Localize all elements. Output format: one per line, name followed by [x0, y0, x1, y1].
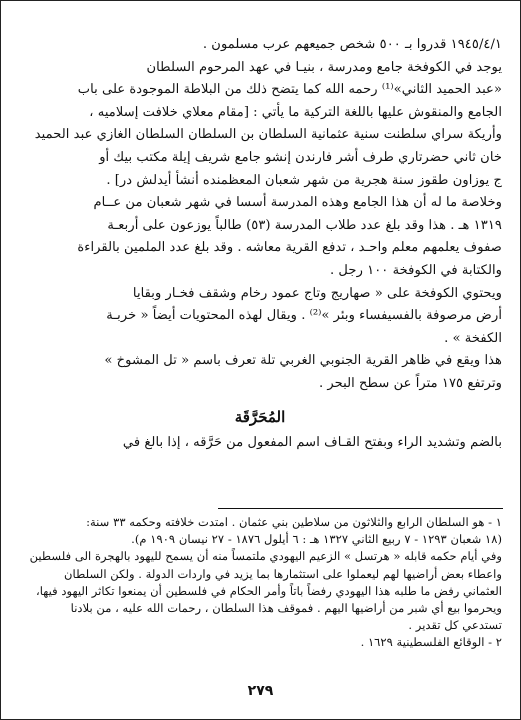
- body-line: ١٣١٩ هـ . هذا وقد بلغ عدد طلاب المدرسة (٥٣) طالباً يوزعون على أربعـة: [107, 217, 502, 233]
- page-number: ٢٧٩: [247, 683, 274, 699]
- footnote-line: ٢ - الوقائع الفلسطينية ١٦٢٩ .: [360, 635, 502, 650]
- body-line: وأريكة سراي سلطنت سنية عثمانية السلطان بن السلطان السلطان الغازي عبد الحميد: [34, 127, 502, 143]
- footnote-line: (١٨ شعبان ١٢٩٣ - ٧ ربيع الثاني ١٣٢٧ هـ : ٦ أيلول ١٨٧٦ - ٢٧ نيسان ١٩٠٩ م).: [131, 532, 502, 547]
- body-line: خان ثاني حضرتاري طرف أشر فارندن إنشو جامع شريف إيلة مكتب بيك أو: [99, 149, 502, 165]
- body-line: ج يوزاون طقوز سنة هجرية من شهر شعبان المعظمنده أنشأ أيدلش در] .: [106, 172, 502, 188]
- body-line: وخلاصة ما له أن هذا الجامع وهذه المدرسة أسسا في شهر شعبان من عــام: [93, 195, 502, 211]
- footnote-line: ١ - هو السلطان الرابع والثلاثون من سلاطين بني عثمان . امتدت خلافته وحكمه ٣٣ سنة:: [86, 515, 502, 529]
- footnote-line: وفي أيام حكمه قابله « هرتسل » الزعيم اليهودي ملتمساً منه أن يسمح لليهود بالهجرة الى فلسطين: [29, 549, 502, 564]
- body-line: صفوف يعلمهم معلم واحـد ، تدفع القرية معاشه . وقد بلغ عدد الملمين بالقراءة: [77, 240, 502, 256]
- body-line: الكفخة » .: [444, 330, 502, 346]
- body-line: هذا ويقع في ظاهر القرية الجنوبي الغربي تلة تعرف باسم « تل المشوخ »: [104, 353, 502, 369]
- body-line: أرض مرصوفة بالفسيفساء وبئر »⁽²⁾ . ويقال لهذه المحتويات أيضاً « خربـة: [106, 308, 502, 324]
- body-line: بالضم وتشديد الراء وبفتح القـاف اسم المفعول من حَرَّقه ، إذا بالغ في: [122, 434, 502, 450]
- body-line: والكتابة في الكوفخة ١٠٠ رجل .: [330, 262, 502, 278]
- footnote-line: ويحرموا بيع أي شبر من أراضيها اليهم . فموقف هذا السلطان ، رحمات الله عليه ، من بلادنا: [70, 601, 502, 616]
- footnote-line: تستدعي كل تقدير .: [408, 618, 502, 633]
- section-heading: المُحَرَّقَة: [234, 407, 286, 426]
- body-line: وترتفع ١٧٥ متراً عن سطح البحر .: [319, 375, 502, 391]
- body-line: الجامع والمنقوش عليها باللغة التركية ما يأتي : [مقام معلاي خلافت إسلاميه ،: [89, 104, 502, 120]
- page-body: [18, 34, 502, 454]
- body-line: «عبد الحميد الثاني»⁽¹⁾ رحمه الله كما يتضح ذلك من البلاطة الموجودة على باب: [77, 82, 502, 98]
- body-line: يوجد في الكوفخة جامع ومدرسة ، بنيـا في عهد المرحوم السلطان: [146, 59, 502, 75]
- footnotes: [18, 514, 502, 652]
- body-line: ١٩٤٥/٤/١ قدروا بـ ٥٠٠ شخص جميعهم عرب مسلمون .: [202, 37, 502, 52]
- footnote-divider: [218, 508, 503, 509]
- footnote-line: العثماني رفض ما طلبه هذا اليهودي رفضاً باتاً وأمر الحكام في فلسطين أن يمنعوا تكاثر اليهود فيها،: [36, 583, 502, 598]
- footnote-line: واعطاء بعض أراضيها لهم ليعملوا على استثمارها بما يزيد في واردات الدولة . ولكن السلطان: [64, 566, 502, 581]
- body-line: ويحتوي الكوفخة على « صهاريج وتاج عمود رخام وشقف فخـار وبقايا: [132, 285, 502, 301]
